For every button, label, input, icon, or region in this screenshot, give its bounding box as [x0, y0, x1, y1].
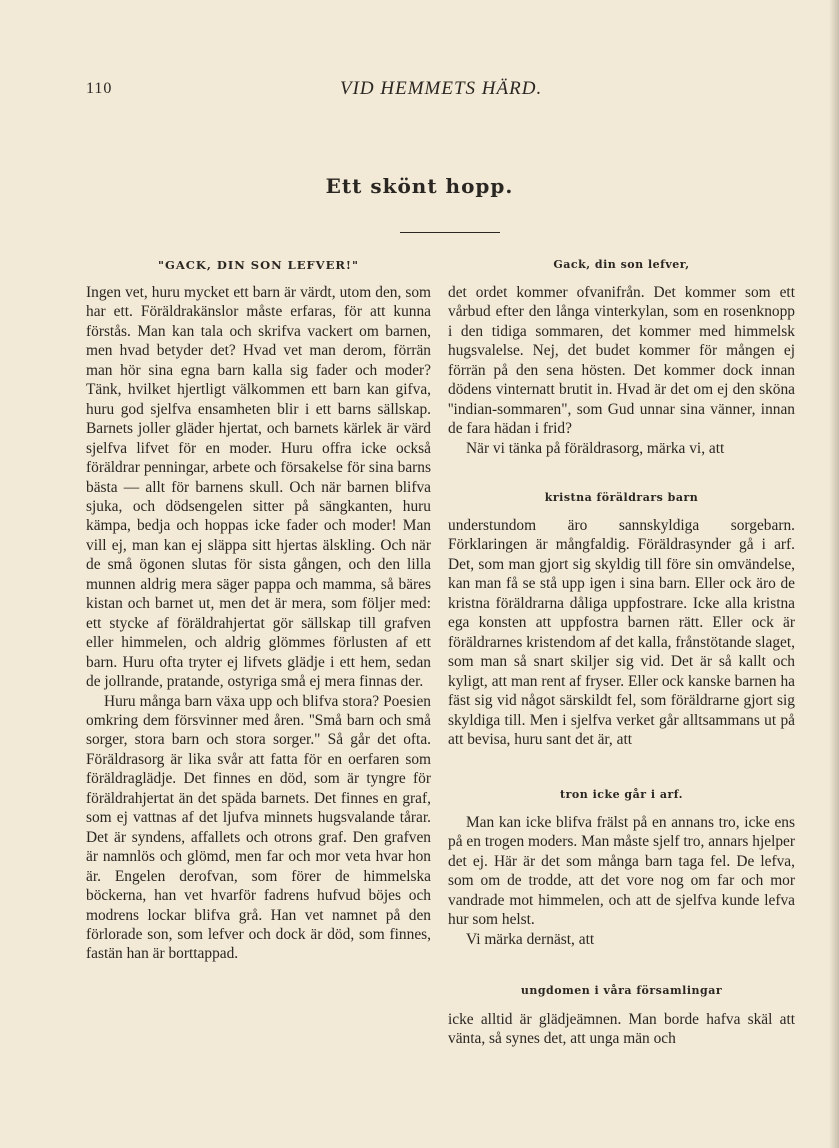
- right-paragraph-1b: När vi tänka på föräldrasorg, märka vi, att: [466, 439, 725, 457]
- page-number: 110: [86, 80, 113, 97]
- left-column: [86, 283, 431, 964]
- title-rule: [400, 232, 500, 233]
- right-paragraph-1a: det ordet kommer ofvanifrån. Det kommer som ett vårbud efter den långa vinterkylan, som en rosenknopp i den tidiga sommaren, det kommer med himmelsk hugsvalelse. Nej, det budet kommer för mången ej förrän på den sena hösten. Det kommer dock innan dödens vinternatt brutit in. Hvad är det om ej den sköna ''indian-sommaren", som Gud unnar sina vänner, innan de fara hädan i frid?: [448, 284, 795, 438]
- page-edge-shadow: [829, 0, 839, 1148]
- right-subheading-1: Gack, din son lefver,: [553, 258, 690, 271]
- right-subheading-3: tron icke går i arf.: [560, 788, 683, 801]
- right-block-3: [448, 813, 795, 949]
- article-title: Ett skönt hopp.: [325, 174, 514, 198]
- right-paragraph-4a: icke alltid är glädjeämnen. Man borde hafva skäl att vänta, så synes det, att unga män och: [448, 1011, 795, 1048]
- left-paragraph-1: Ingen vet, huru mycket ett barn är värdt, utom den, som har ett. Föräldrakänslor måste erfaras, för att kunna förstås. Man kan tala och skrifva vackert om barnen, men hvad betyder det? Hvad vet man derom, förrän man hör sina egna barn kalla sig fader och moder? Tänk, hvilket hjertligt välkommen ett barn kan gifva, huru god sjelfva ensamheten blir i ett barns sällskap. Barnets joller gläder hjertat, och barnets kärlek är värd sjelfva lifvet för en moder. Huru offra icke också föräldrar penningar, arbete och försakelse för sina barns bästa — allt för barnens skull. Och när barnen blifva sjuka, och dödsengelen sitter på sängkanten, huru kämpa, bedja och hoppas icke fader och moder! Man vill ej, man kan ej släppa sitt hjertas älskling. Och när de små ögonen slutas för sista gången, och den lilla munnen aldrig mera säger pappa och mamma, så bäres kistan och barnet ut, men det är mera, som följer med: ett stycke af föräldrahjertat gör sällskap till grafven eller himmelen, och aldrig glömmes förlusten af ett barn. Huru ofta tryter ej lifvets glädje i ett hem, sedan de jollrande, pratande, ostyriga små ej mera finnas der.: [86, 284, 431, 691]
- right-subheading-2: kristna föräldrars barn: [544, 491, 699, 504]
- right-block-2: [448, 516, 795, 749]
- left-paragraph-2: Huru många barn växa upp och blifva stora? Poesien omkring dem försvinner med åren. ''Små barn och små sorger, stora barn och stora sorger." Så går det ofta. Föräldrasorg är lika svår att fatta för en oerfaren som föräldraglädje. Det finnes en död, som är tyngre för föräldrahjertat än det späda barnets. Det finnes en graf, som ej vattnas af det ljufva minnets hugsvalande tårar. Det är syndens, affallets och otrons graf. Den grafven är namnlös och glömd, men far och mor veta hvar hon är. Engelen derofvan, som förer de himmelska böckerna, han vet hvarför fadrens hufvud böjes och modrens lockar blifva grå. Han vet namnet på den förlorade son, som lefver och dock är död, som finnes, fastän han är borttappad.: [86, 692, 431, 963]
- right-subheading-4: ungdomen i våra församlingar: [520, 984, 723, 997]
- right-paragraph-2a: understundom äro sannskyldiga sorgebarn. Förklaringen är mångfaldig. Föräldrasynder gå i arf. Det, som man gjort sig skyldig till före sin omvändelse, kan man få se stå upp igen i sina barn. Eller ock äro de kristna föräldrarna dåliga uppfostrare. Icke alla kristna ega konsten att uppfostra barnen rätt. Eller ock är föräldrarnes kristendom af det kalla, frånstötande slaget, som man så snart skiljer sig vid. Det är så kallt och kyligt, att man rent af fryser. Eller ock kanske barnen ha fäst sig vid något särskildt fel, som föräldrarne gjort sig skyldiga till. Men i sjelfva verket går alltsammans ut på att bevisa, huru sant det är, att: [448, 517, 796, 748]
- right-block-1: [448, 283, 795, 458]
- left-subheading: "GACK, DIN SON LEFVER!": [158, 258, 359, 272]
- right-block-4: [448, 1010, 795, 1049]
- running-head: VID HEMMETS HÄRD.: [340, 78, 543, 99]
- right-paragraph-3a: Man kan icke blifva frälst på en annans tro, icke ens på en trogen moders. Man måste sjelf tro, annars hjelper det ej. Här är det som många barn taga fel. De lefva, som om de trodde, att det vore nog om far och mor vandrade mot himmelen, och att de sjelfva kunde lefva hur som helst.: [448, 814, 795, 929]
- right-paragraph-3b: Vi märka dernäst, att: [466, 930, 595, 948]
